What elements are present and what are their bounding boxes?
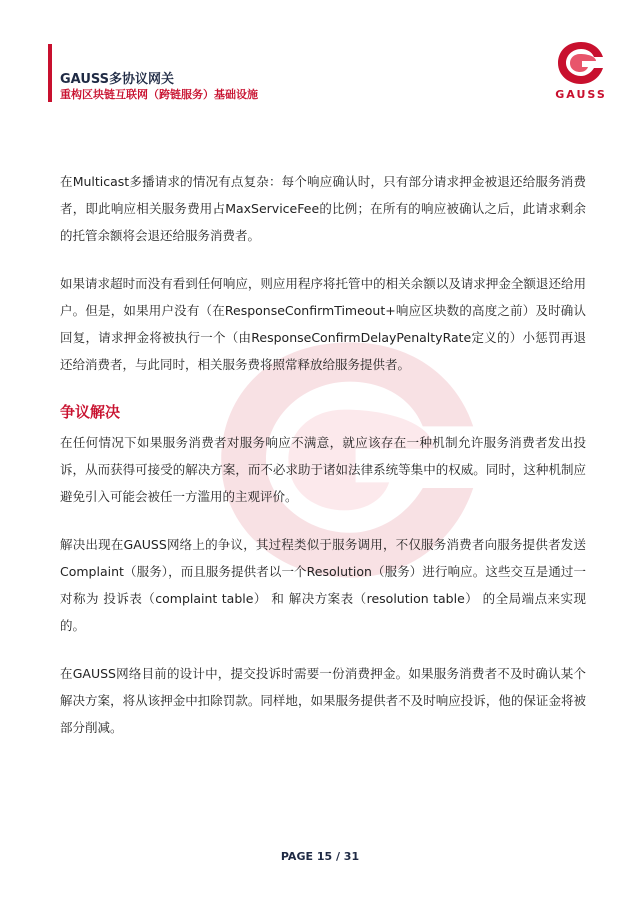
logo-text: GAUSS bbox=[555, 88, 607, 101]
header-subtitle: 重构区块链互联网（跨链服务）基础设施 bbox=[60, 88, 258, 101]
page-content bbox=[60, 168, 586, 762]
paragraph-multicast: 在Multicast多播请求的情况有点复杂：每个响应确认时，只有部分请求押金被退还给服务消费者，即此响应相关服务费用占MaxServiceFee的比例；在所有的响应被确认之后，此请求剩余的托管余额将会退还给服务消费者。 bbox=[60, 174, 586, 243]
paragraph-dispute-intro: 在任何情况下如果服务消费者对服务响应不满意，就应该存在一种机制允许服务消费者发出投诉，从而获得可接受的解决方案，而不必求助于诸如法律系统等集中的权威。同时，这种机制应避免引入可能会被任一方滥用的主观评价。 bbox=[60, 435, 586, 504]
paragraph-timeout: 如果请求超时而没有看到任何响应，则应用程序将托管中的相关余额以及请求押金全额退还给用户。但是，如果用户没有（在ResponseConfirmTimeout+响应区块数的高度之前）及时确认回复，请求押金将被执行一个（由ResponseConfirmDelayPenaltyRate定义的）小惩罚再退还给消费者，与此同时，相关服务费将照常释放给服务提供者。 bbox=[60, 276, 586, 372]
page-number: PAGE 15 / 31 bbox=[280, 850, 360, 863]
header-accent-bar bbox=[48, 44, 52, 102]
paragraph-dispute-process: 解决出现在GAUSS网络上的争议，其过程类似于服务调用，不仅服务消费者向服务提供者发送Complaint（服务），而且服务提供者以一个Resolution（服务）进行响应。这些交互是通过一对称为 投诉表（complaint table） 和 解决方案表（resolution table） 的全局端点来实现的。 bbox=[60, 537, 586, 633]
gauss-logo-icon bbox=[556, 40, 606, 86]
section-heading-dispute: 争议解决 bbox=[60, 403, 121, 421]
header-title: GAUSS多协议网关 bbox=[60, 72, 175, 87]
paragraph-dispute-deposit: 在GAUSS网络目前的设计中，提交投诉时需要一份消费押金。如果服务消费者不及时确认某个解决方案，将从该押金中扣除罚款。同样地，如果服务提供者不及时响应投诉，他的保证金将被部分削减。 bbox=[60, 666, 586, 735]
